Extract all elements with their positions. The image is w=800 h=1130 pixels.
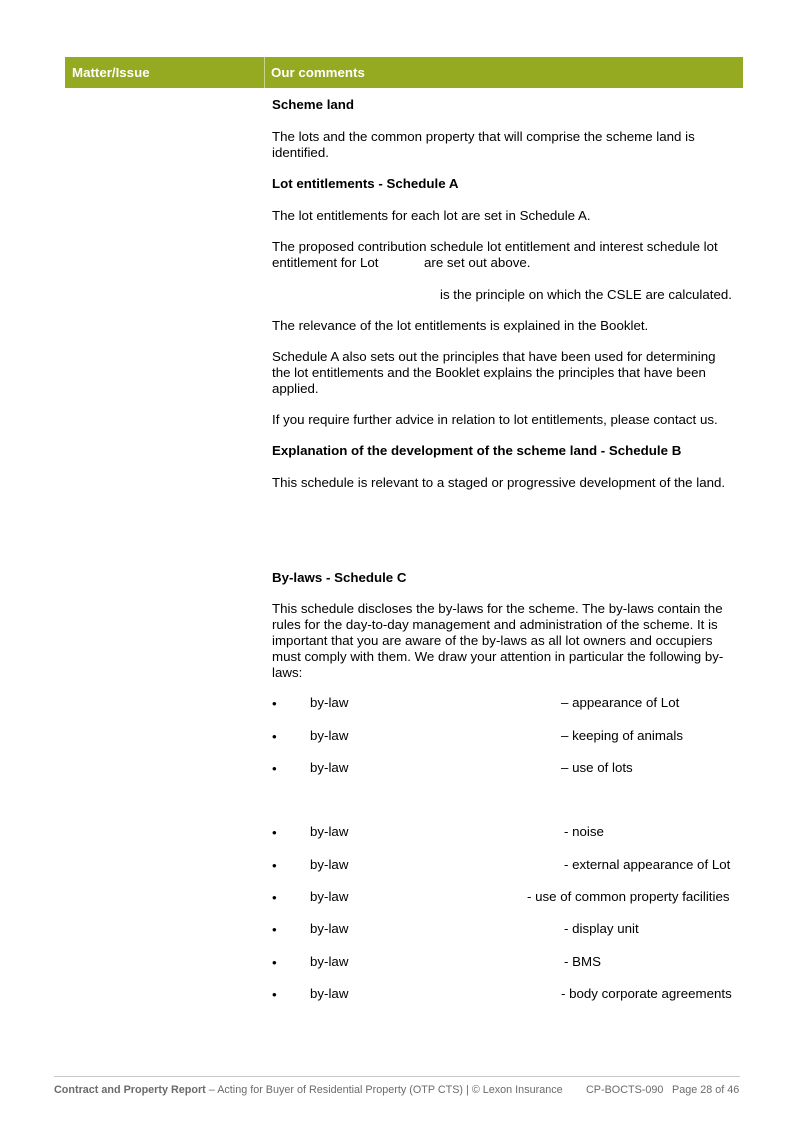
- schedule-a-text-line: the lot entitlements and the Booklet explains the principles that have been: [272, 365, 706, 380]
- footer-title: Contract and Property Report: [54, 1084, 206, 1096]
- bullet-icon: •: [272, 955, 277, 970]
- footer-code: CP-BOCTS-090: [586, 1084, 664, 1096]
- bylaw-label: by-law: [310, 857, 349, 872]
- schedule-c-text-line: rules for the day-to-day management and administration of the scheme. It is: [272, 617, 718, 632]
- bylaw-label: by-law: [310, 921, 349, 936]
- schedule-b-text: This schedule is relevant to a staged or progressive development of the land.: [272, 475, 726, 490]
- bullet-icon: •: [272, 696, 277, 711]
- bylaw-description: - body corporate agreements: [561, 986, 732, 1001]
- bylaw-description: – appearance of Lot: [561, 695, 680, 710]
- advice-text: If you require further advice in relation to lot entitlements, please contact us.: [272, 412, 718, 427]
- bylaw-label: by-law: [310, 824, 349, 839]
- schedule-c-text-line: This schedule discloses the by-laws for the scheme. The by-laws contain the: [272, 601, 723, 616]
- bylaw-description: - use of common property facilities: [527, 889, 730, 904]
- bylaw-description: - noise: [564, 824, 604, 839]
- bylaw-label: by-law: [310, 954, 349, 969]
- schedule-a-text-line: Schedule A also sets out the principles that have been used for determining: [272, 349, 716, 364]
- bylaw-description: - external appearance of Lot: [564, 857, 731, 872]
- bullet-icon: •: [272, 890, 277, 905]
- bylaw-description: - display unit: [564, 921, 639, 936]
- footer-title-block: [54, 1084, 563, 1096]
- bylaw-label: by-law: [310, 986, 349, 1001]
- schedule-c-text-line: laws:: [272, 665, 303, 680]
- bylaw-label: by-law: [310, 728, 349, 743]
- bylaw-description: – keeping of animals: [561, 728, 683, 743]
- scheme-land-heading: Scheme land: [272, 97, 355, 112]
- column-header-comments: Our comments: [271, 65, 365, 80]
- proposed-text-line: The proposed contribution schedule lot entitlement and interest schedule lot: [272, 239, 718, 254]
- bullet-icon: •: [272, 761, 277, 776]
- scheme-land-text-line: identified.: [272, 145, 329, 160]
- schedule-b-heading: Explanation of the development of the scheme land - Schedule B: [272, 443, 682, 458]
- header-divider: [264, 57, 265, 88]
- scheme-land-text-line: The lots and the common property that will comprise the scheme land is: [272, 129, 695, 144]
- bylaw-description: - BMS: [564, 954, 601, 969]
- bullet-icon: •: [272, 729, 277, 744]
- relevance-text: The relevance of the lot entitlements is explained in the Booklet.: [272, 318, 649, 333]
- bylaw-description: – use of lots: [561, 760, 633, 775]
- schedule-a-text-line: applied.: [272, 381, 319, 396]
- footer-page-number: Page 28 of 46: [672, 1084, 740, 1096]
- schedule-c-text-line: important that you are aware of the by-laws as all lot owners and occupiers: [272, 633, 713, 648]
- bullet-icon: •: [272, 922, 277, 937]
- lot-entitlements-heading: Lot entitlements - Schedule A: [272, 176, 459, 191]
- schedule-c-heading: By-laws - Schedule C: [272, 570, 407, 585]
- proposed-text-line-b: are set out above.: [424, 255, 531, 270]
- table-header-row: [65, 57, 743, 88]
- proposed-text-line-a: entitlement for Lot: [272, 255, 379, 270]
- column-header-matter: Matter/Issue: [72, 65, 150, 80]
- bullet-icon: •: [272, 987, 277, 1002]
- bullet-icon: •: [272, 858, 277, 873]
- lot-entitlements-text: The lot entitlements for each lot are set in Schedule A.: [272, 208, 591, 223]
- footer-divider: [54, 1076, 740, 1077]
- schedule-c-text-line: must comply with them. We draw your attention in particular the following by-: [272, 649, 724, 664]
- principle-text: is the principle on which the CSLE are calculated.: [440, 287, 732, 302]
- footer-subtitle: – Acting for Buyer of Residential Property (OTP CTS) | © Lexon Insurance: [205, 1084, 563, 1096]
- bullet-icon: •: [272, 825, 277, 840]
- bylaw-label: by-law: [310, 695, 349, 710]
- bylaw-label: by-law: [310, 760, 349, 775]
- bylaw-label: by-law: [310, 889, 349, 904]
